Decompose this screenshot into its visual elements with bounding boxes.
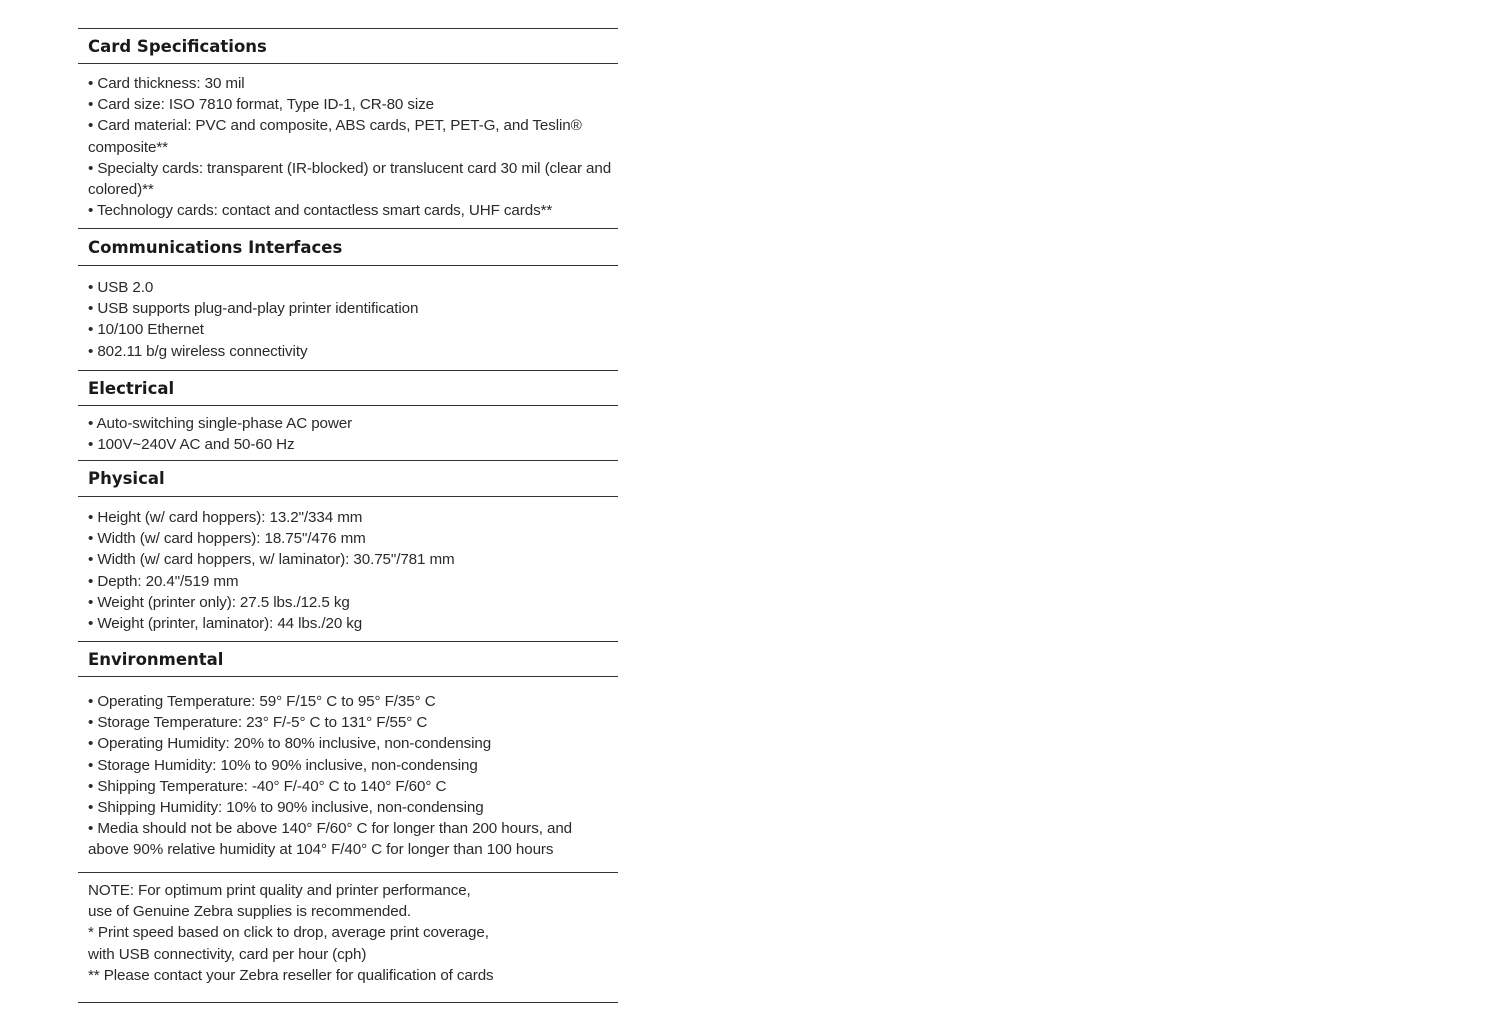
spec-line: • 10/100 Ethernet bbox=[88, 321, 204, 339]
spec-line: • Card thickness: 30 mil bbox=[88, 75, 245, 92]
spec-line: • Storage Temperature: 23° F/-5° C to 131° F/55° C bbox=[88, 714, 428, 732]
spec-line: • Card material: PVC and composite, ABS cards, PET, PET-G, and Teslin® bbox=[88, 117, 582, 135]
section-body-communications-interfaces bbox=[78, 266, 618, 370]
spec-line: • Width (w/ card hoppers, w/ laminator): 30.75"/781 mm bbox=[88, 551, 455, 569]
note-line: * Print speed based on click to drop, average print coverage, bbox=[88, 924, 489, 942]
note-line: with USB connectivity, card per hour (cph) bbox=[88, 945, 367, 963]
spec-line: above 90% relative humidity at 104° F/40° C for longer than 100 hours bbox=[88, 841, 554, 859]
spec-line: • Shipping Temperature: -40° F/-40° C to 140° F/60° C bbox=[88, 777, 447, 795]
spec-line: • Operating Temperature: 59° F/15° C to 95° F/35° C bbox=[88, 693, 436, 710]
spec-line: • Operating Humidity: 20% to 80% inclusive, non-condensing bbox=[88, 735, 492, 753]
note-line: NOTE: For optimum print quality and printer performance, bbox=[88, 882, 471, 899]
spec-line: • Media should not be above 140° F/60° C for longer than 200 hours, and bbox=[88, 820, 573, 838]
section-body-environmental bbox=[78, 677, 618, 872]
spec-line: • Height (w/ card hoppers): 13.2"/334 mm bbox=[88, 509, 363, 526]
footnotes bbox=[78, 873, 618, 1002]
spec-line: • Weight (printer, laminator): 44 lbs./20 kg bbox=[88, 615, 363, 633]
spec-line: • Storage Humidity: 10% to 90% inclusive, non-condensing bbox=[88, 756, 478, 774]
spec-line: • Weight (printer only): 27.5 lbs./12.5 kg bbox=[88, 593, 350, 611]
section-body-card-specifications bbox=[78, 64, 618, 228]
spec-line: • Width (w/ card hoppers): 18.75"/476 mm bbox=[88, 530, 366, 548]
spec-line: • Technology cards: contact and contactless smart cards, UHF cards** bbox=[88, 202, 553, 220]
spec-line: • USB supports plug-and-play printer identification bbox=[88, 300, 419, 318]
spec-line: • USB 2.0 bbox=[88, 279, 154, 296]
spec-line: • Card size: ISO 7810 format, Type ID-1, CR-80 size bbox=[88, 96, 435, 114]
spec-line: • Specialty cards: transparent (IR-blocked) or translucent card 30 mil (clear and bbox=[88, 159, 612, 177]
section-title-environmental: Environmental bbox=[88, 649, 224, 669]
section-title-physical: Physical bbox=[88, 469, 165, 488]
section-body-electrical bbox=[78, 406, 618, 460]
spec-line: colored)** bbox=[88, 181, 154, 199]
spec-line: • Depth: 20.4"/519 mm bbox=[88, 572, 239, 590]
divider bbox=[78, 1002, 618, 1003]
section-body-physical bbox=[78, 497, 618, 641]
spec-line: • Shipping Humidity: 10% to 90% inclusive, non-condensing bbox=[88, 799, 484, 817]
section-title-communications-interfaces: Communications Interfaces bbox=[88, 237, 343, 257]
spec-line: • 100V~240V AC and 50-60 Hz bbox=[88, 436, 295, 454]
spec-line: • Auto-switching single-phase AC power bbox=[88, 415, 353, 432]
section-title-card-specifications: Card Specifications bbox=[88, 36, 267, 56]
spec-line: composite** bbox=[88, 138, 168, 156]
spec-line: • 802.11 b/g wireless connectivity bbox=[88, 342, 308, 360]
note-line: use of Genuine Zebra supplies is recommended. bbox=[88, 903, 412, 921]
note-line: ** Please contact your Zebra reseller for qualification of cards bbox=[88, 966, 494, 984]
section-title-electrical: Electrical bbox=[88, 378, 175, 398]
spec-sheet bbox=[78, 28, 618, 1003]
